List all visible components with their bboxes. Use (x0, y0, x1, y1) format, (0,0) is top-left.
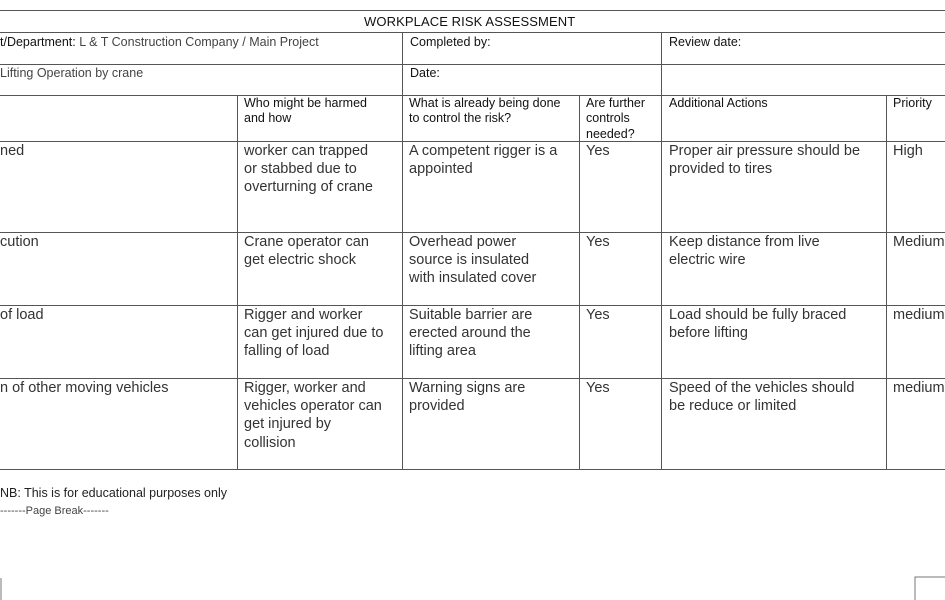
hazard-cell: ned (0, 143, 25, 159)
project-label: t/Department: (0, 35, 76, 49)
hazard-cell: cution (0, 234, 39, 250)
table-rule (237, 95, 238, 469)
table-rule (402, 95, 403, 469)
additional-cell: Speed of the vehicles should be reduce or limited (669, 380, 855, 415)
priority-cell: medium (893, 380, 945, 396)
project-field (0, 35, 319, 49)
table-rule (0, 32, 945, 33)
activity-value: Lifting Operation by crane (0, 66, 144, 80)
header-who-harmed: Who might be harmed and how (244, 96, 367, 126)
additional-cell: Proper air pressure should be provided to tires (669, 143, 861, 178)
further-cell: Yes (586, 234, 610, 250)
who-cell: Rigger and worker can get injured due to falling of load (244, 307, 384, 360)
additional-cell: Load should be fully braced before lifting (669, 307, 847, 342)
table-rule (402, 32, 403, 95)
further-cell: Yes (586, 143, 610, 159)
table-rule (661, 32, 662, 469)
table-rule (579, 95, 580, 469)
already-cell: Warning signs are provided (409, 380, 526, 415)
priority-cell: Medium (893, 234, 945, 250)
priority-cell: medium (893, 307, 945, 323)
page-break-marker: -------Page Break------- (0, 505, 109, 517)
hazard-cell: n of other moving vehicles (0, 380, 169, 396)
header-already-done: What is already being done to control the risk? (409, 96, 561, 126)
already-cell: Suitable barrier are erected around the lifting area (409, 307, 533, 360)
further-cell: Yes (586, 380, 610, 396)
already-cell: A competent rigger is a appointed (409, 143, 558, 178)
hazard-cell: of load (0, 307, 44, 323)
who-cell: Crane operator can get electric shock (244, 234, 369, 269)
table-border-top (0, 10, 945, 11)
already-cell: Overhead power source is insulated with insulated cover (409, 234, 537, 287)
table-border-bottom (0, 469, 945, 470)
table-rule (886, 95, 887, 469)
project-value: L & T Construction Company / Main Project (79, 35, 319, 49)
page-corner-mark-left (0, 578, 6, 600)
further-cell: Yes (586, 307, 610, 323)
header-priority: Priority (893, 96, 932, 110)
date-label: Date: (410, 66, 440, 80)
who-cell: worker can trapped or stabbed due to overturning of crane (244, 143, 373, 196)
page-corner-mark-right (914, 576, 945, 600)
additional-cell: Keep distance from live electric wire (669, 234, 820, 269)
review-date-label: Review date: (669, 35, 742, 49)
page-title: WORKPLACE RISK ASSESSMENT (364, 14, 576, 29)
header-further-controls: Are further controls needed? (586, 96, 646, 141)
header-additional-actions: Additional Actions (669, 96, 768, 110)
completed-by-label: Completed by: (410, 35, 491, 49)
priority-cell: High (893, 143, 923, 159)
educational-note: NB: This is for educational purposes only (0, 486, 227, 500)
who-cell: Rigger, worker and vehicles operator can get injured by collision (244, 380, 382, 451)
table-rule (0, 64, 945, 65)
